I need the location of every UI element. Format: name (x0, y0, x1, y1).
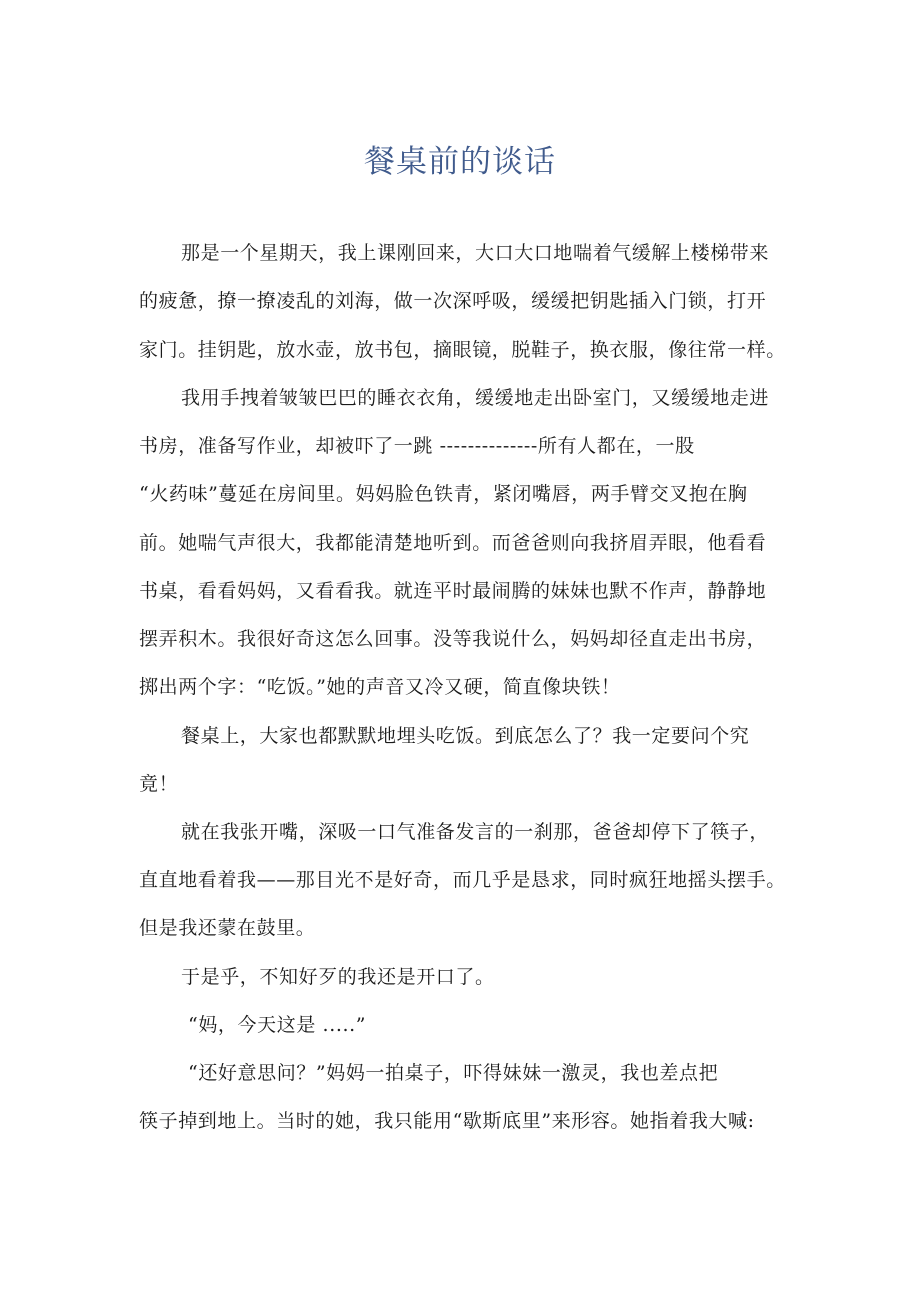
text-line: 摆弄积木。我很好奇这怎么回事。没等我说什么，妈妈却径直走出书房， (139, 628, 767, 650)
page-title: 餐桌前的谈话 (364, 144, 556, 180)
text-line: 的疲惫，撩一撩凌乱的刘海，做一次深呼吸，缓缓把钥匙插入门锁，打开 (139, 290, 767, 312)
text-line: 那是一个星期天，我上课刚回来，大口大口地喘着气缓解上楼梯带来 (181, 242, 770, 264)
text-line: 就在我张开嘴，深吸一口气准备发言的一刹那，爸爸却停下了筷子， (181, 821, 770, 843)
text-line: 直直地看着我——那目光不是好奇，而几乎是恳求，同时疯狂地摇头摆手。 (139, 869, 786, 891)
text-line: 于是乎，不知好歹的我还是开口了。 (181, 966, 495, 988)
text-line: 我用手拽着皱皱巴巴的睡衣衣角，缓缓地走出卧室门，又缓缓地走进 (181, 387, 770, 409)
text-line: “妈，今天这是 .....” (188, 1014, 367, 1036)
text-line: “还好意思问？”妈妈一拍桌子，吓得妹妹一激灵，我也差点把 (188, 1062, 719, 1084)
text-line: 筷子掉到地上。当时的她，我只能用“歇斯底里”来形容。她指着我大喊: (139, 1110, 755, 1132)
text-line: “火药味”蔓延在房间里。妈妈脸色铁青，紧闭嘴唇，两手臂交叉抱在胸 (139, 483, 748, 505)
text-line: 书房，准备写作业，却被吓了一跳 --------------所有人都在，一股 (139, 435, 695, 457)
text-line: 前。她喘气声很大，我都能清楚地听到。而爸爸则向我挤眉弄眼，他看看 (139, 532, 767, 554)
text-line: 但是我还蒙在鼓里。 (139, 917, 316, 939)
text-line: 竟！ (139, 773, 179, 795)
text-line: 家门。挂钥匙，放水壶，放书包，摘眼镜，脱鞋子，换衣服，像往常一样。 (139, 339, 786, 361)
text-line: 掷出两个字：“吃饭。”她的声音又冷又硬，简直像块铁！ (139, 676, 621, 698)
text-line: 书桌，看看妈妈，又看看我。就连平时最闹腾的妹妹也默不作声，静静地 (139, 580, 767, 602)
text-line: 餐桌上，大家也都默默地埋头吃饭。到底怎么了？我一定要问个究 (181, 725, 750, 747)
